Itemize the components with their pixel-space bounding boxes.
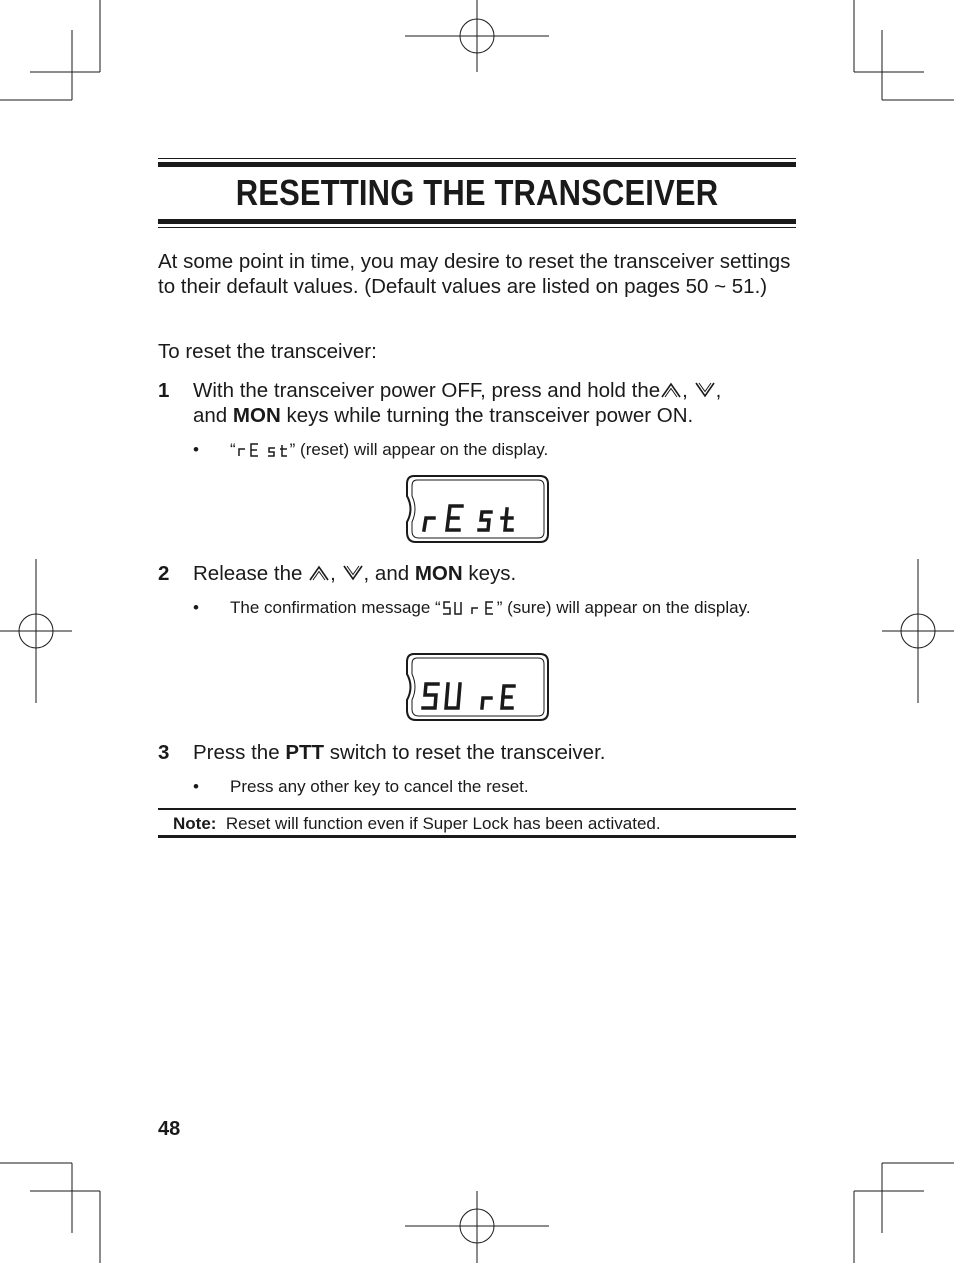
crop-mark-icon — [854, 1163, 954, 1263]
step-3-bullet: • Press any other key to cancel the reset. — [193, 777, 529, 796]
down-arrow-key-icon — [694, 381, 716, 399]
crop-mark-icon — [854, 0, 954, 100]
up-arrow-key-icon — [660, 381, 682, 399]
title-block — [158, 158, 796, 228]
registration-mark-icon — [405, 1191, 549, 1263]
reset-segment-glyph — [236, 442, 290, 458]
step-2-bullet: • The confirmation message “ ” (sure) will appear on the display. — [193, 598, 751, 617]
note-text: Note: Reset will function even if Super Lock has been activated. — [173, 814, 661, 833]
step-number: 1 — [158, 379, 170, 402]
crop-mark-icon — [0, 1163, 100, 1263]
lead-paragraph: To reset the transceiver: — [158, 340, 377, 363]
step-1 — [158, 378, 798, 428]
up-arrow-key-icon — [308, 564, 330, 582]
registration-mark-icon — [882, 559, 954, 703]
page-title: RESETTING THE TRANSCEIVER — [235, 172, 719, 213]
lcd-display-reset — [404, 474, 550, 544]
step-3 — [158, 740, 798, 765]
note-box — [158, 808, 796, 838]
step-text: Press the PTT switch to reset the transceiver. — [193, 741, 606, 764]
registration-mark-icon — [405, 0, 549, 72]
title-bottom-thin-rule — [158, 227, 796, 228]
intro-paragraph: At some point in time, you may desire to reset the transceiver settings to their default values. (Default values are listed on pages 50 ~ 51.) — [158, 250, 791, 298]
sure-segment-glyph — [441, 600, 497, 616]
crop-mark-icon — [0, 0, 100, 100]
step-1-bullet: • “ ” (reset) will appear on the display. — [193, 440, 549, 459]
registration-mark-icon — [0, 559, 72, 703]
step-number: 2 — [158, 562, 170, 585]
note-label: Note: — [173, 814, 217, 833]
mon-key-label: MON — [232, 404, 281, 427]
lcd-display-sure — [404, 652, 550, 722]
step-2 — [158, 561, 798, 586]
step-text: Release the , , and MON keys. — [193, 562, 517, 585]
step-text: With the transceiver power OFF, press and hold the , , and MON keys while turning the transceiver power ON. — [193, 379, 722, 427]
mon-key-label: MON — [414, 562, 463, 585]
down-arrow-key-icon — [342, 564, 364, 582]
step-number: 3 — [158, 741, 170, 764]
page-number: 48 — [158, 1118, 181, 1140]
ptt-key-label: PTT — [285, 741, 325, 764]
